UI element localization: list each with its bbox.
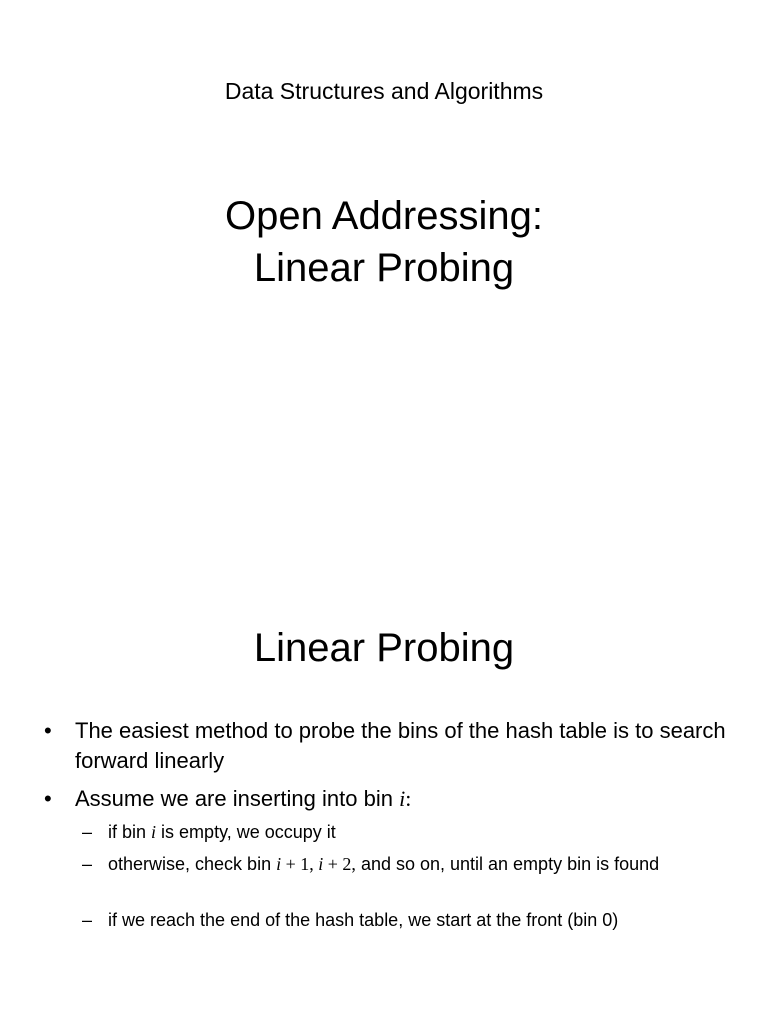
course-title: Data Structures and Algorithms (224, 78, 544, 104)
slide-1-title (0, 190, 768, 294)
dash-marker: – (82, 822, 93, 842)
bullet-easiest-method (44, 716, 744, 776)
sub-bullet-text: if we reach the end of the hash table, we start at the front (bin 0) (108, 910, 619, 930)
dash-marker: – (82, 854, 93, 874)
slide-1-title-line-2: Linear Probing (253, 246, 515, 290)
sub-bullet-empty-bin (82, 820, 742, 844)
dash-marker: – (82, 910, 93, 930)
sub-bullet-text: otherwise, check bin i + 1, i + 2, and so on, until an empty bin is found (108, 854, 660, 874)
bullet-text-main: Assume we are inserting into bin (75, 786, 400, 811)
sub-bullet-otherwise (82, 852, 742, 876)
bullet-marker: • (44, 718, 52, 743)
slide-1-title-line-1: Open Addressing: (225, 194, 543, 238)
math-expression: i + 1, i + 2, (276, 854, 356, 874)
sub-bullet-wrap-around (82, 908, 742, 932)
bullet-text: The easiest method to probe the bins of the hash table is to search forward linearly (75, 718, 726, 773)
sub-bullet-text: if bin i is empty, we occupy it (108, 822, 336, 842)
slide-2-title: Linear Probing (253, 626, 515, 670)
bullet-marker: • (44, 786, 52, 811)
bullet-assume-inserting (44, 784, 744, 814)
math-variable: i (151, 822, 157, 842)
bullet-text (75, 784, 744, 814)
math-variable: i: (399, 786, 412, 811)
